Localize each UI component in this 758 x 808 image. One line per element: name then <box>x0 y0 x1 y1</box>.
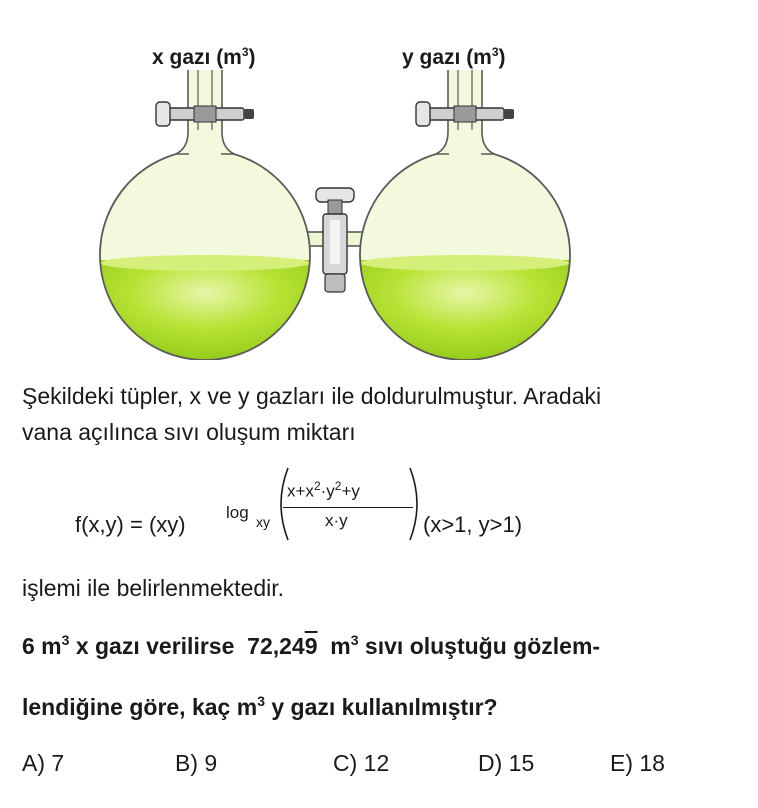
q2-exp: 3 <box>257 693 265 709</box>
text-line-3: işlemi ile belirlenmektedir. <box>22 575 285 601</box>
formula-lhs: f(x,y) = (xy) <box>75 512 186 537</box>
x-gas-label-exp: 3 <box>241 45 249 59</box>
option-b[interactable]: B) 9 <box>175 750 218 776</box>
num-exp-1: 2 <box>313 479 321 493</box>
left-flask-liquid <box>90 260 320 360</box>
q1-part-c: m <box>317 633 351 659</box>
right-flask-liquid <box>350 260 580 360</box>
num-part-c: +y <box>341 481 360 501</box>
x-gas-label <box>152 45 256 70</box>
num-part-b: ·y <box>320 481 335 501</box>
q1-part-d: sıvı oluştuğu gözlem- <box>358 633 601 659</box>
left-valve-icon <box>156 102 254 126</box>
y-gas-label-exp: 3 <box>491 45 499 59</box>
y-gas-label-close: ) <box>498 46 506 69</box>
formula-fraction-bar <box>283 507 413 508</box>
q1-part-b: x gazı verilirse 72,24 <box>69 633 305 659</box>
q1-exp: 3 <box>61 632 70 648</box>
y-gas-label <box>402 45 506 70</box>
num-part-a: x+x <box>287 481 314 501</box>
formula-log: log <box>226 503 249 522</box>
x-gas-label-text: x gazı (m <box>152 46 242 69</box>
gas-flask-apparatus <box>90 70 580 360</box>
text-line-2: vana açılınca sıvı oluşum miktarı <box>22 419 356 445</box>
q1-part-a: 6 m <box>22 633 62 659</box>
text-line-1: Şekildeki tüpler, x ve y gazları ile doldurulmuştur. Aradaki <box>22 383 602 409</box>
formula-left-paren <box>272 466 292 542</box>
formula-denominator: x·y <box>325 511 348 530</box>
option-d[interactable]: D) 15 <box>478 750 535 776</box>
question-line-1 <box>22 632 600 660</box>
formula-log-base: xy <box>256 514 270 530</box>
formula-condition: (x>1, y>1) <box>423 512 523 537</box>
option-a[interactable]: A) 7 <box>22 750 65 776</box>
right-valve-icon <box>416 102 514 126</box>
q1-exp-2: 3 <box>350 632 359 648</box>
q1-repeating-digit: 9 <box>304 633 318 659</box>
question-line-2 <box>22 693 498 721</box>
q2-part-a: lendiğine göre, kaç m <box>22 694 258 720</box>
num-exp-2: 2 <box>334 479 342 493</box>
formula-numerator <box>287 479 360 502</box>
option-e[interactable]: E) 18 <box>610 750 665 776</box>
x-gas-label-close: ) <box>248 46 256 69</box>
q2-part-b: y gazı kullanılmıştır? <box>264 694 498 720</box>
y-gas-label-text: y gazı (m <box>402 46 492 69</box>
option-c[interactable]: C) 12 <box>333 750 390 776</box>
